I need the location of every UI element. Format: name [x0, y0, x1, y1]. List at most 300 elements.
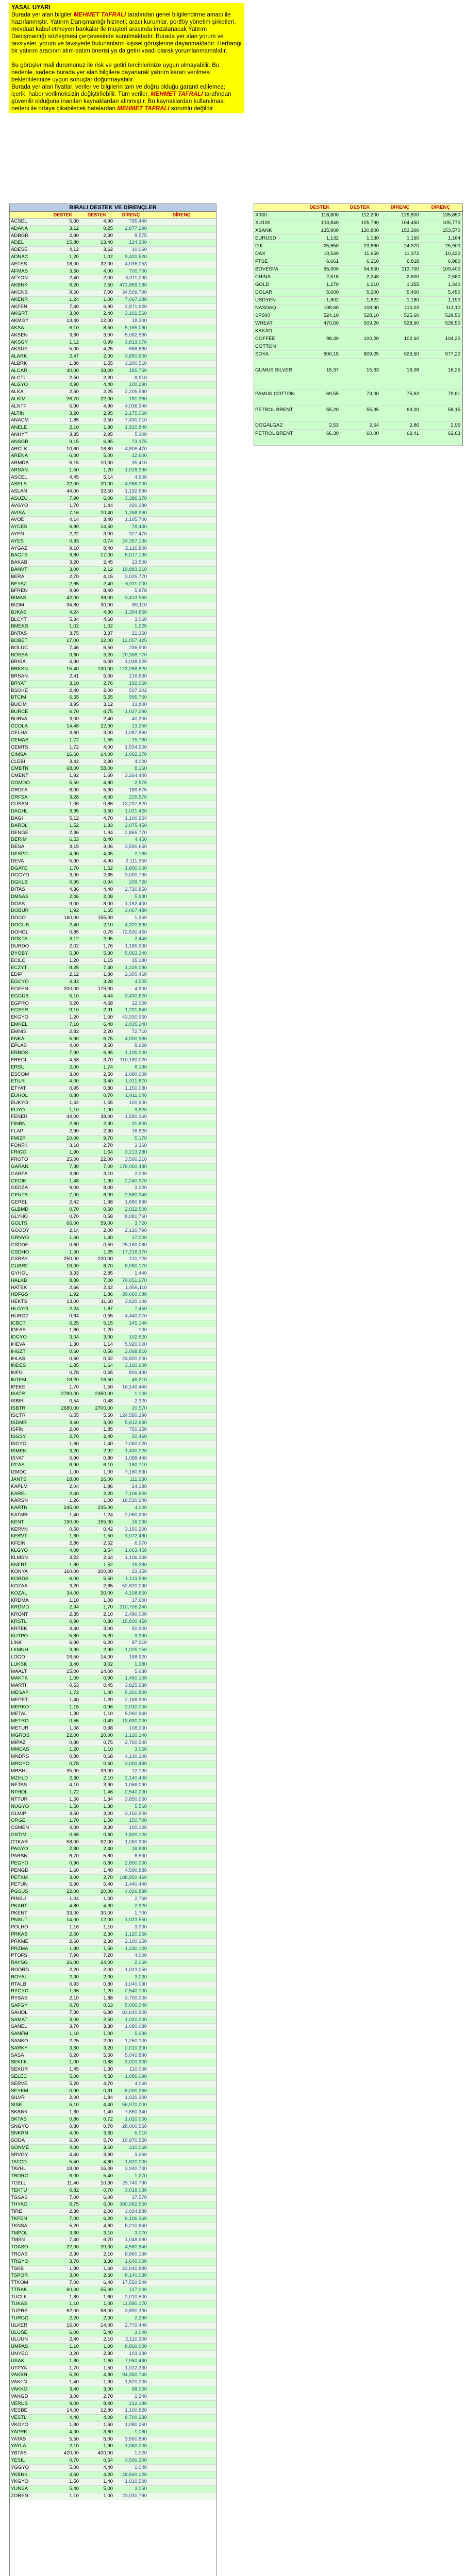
resistance-1: 110,720 — [129, 1256, 147, 1262]
support-1: 0,55 — [69, 1718, 79, 1724]
table-row — [10, 681, 216, 688]
stock-symbol: DERIM — [11, 837, 27, 843]
resistance-1: 688,660 — [129, 346, 147, 352]
resistance-1: 17,600 — [131, 1597, 147, 1603]
resistance-1: 1,640,000 — [125, 2258, 147, 2264]
stock-symbol: TSKB — [11, 2265, 24, 2272]
table-row — [10, 1171, 216, 1178]
support-1: 108,60 — [323, 305, 339, 311]
support-1: 9,15 — [69, 438, 79, 445]
support-2: 55,35 — [366, 407, 379, 413]
table-row — [10, 1249, 216, 1257]
table-row — [10, 766, 216, 773]
resistance-1: 2,060 — [134, 1960, 147, 1966]
support-1: 60,00 — [66, 2286, 79, 2293]
table-row — [10, 268, 216, 276]
resistance-1: 5,560 — [134, 1803, 147, 1809]
support-2: 1,130 — [366, 235, 379, 241]
table-row — [10, 1583, 216, 1590]
support-2: 8,50 — [103, 325, 113, 331]
stock-symbol: ACSEL — [11, 218, 27, 224]
support-2: 4,20 — [103, 2471, 113, 2478]
resistance-1: 4,900 — [134, 986, 147, 992]
table-row — [10, 1604, 216, 1612]
resistance-1: 2,035,240 — [125, 1022, 147, 1028]
table-row — [10, 1839, 216, 1846]
side-table-row — [254, 250, 462, 258]
resistance-1: 4,036,053 — [125, 261, 147, 267]
support-1: 2,66 — [69, 1284, 79, 1291]
table-row — [10, 1768, 216, 1775]
support-2: 2,92 — [103, 1448, 113, 1454]
table-row — [10, 325, 216, 332]
support-1: 5,20 — [69, 1000, 79, 1006]
resistance-1: 13,250 — [131, 723, 147, 729]
stock-symbol: PRKAB — [11, 1931, 28, 1938]
resistance-1: 5,878 — [134, 588, 147, 594]
support-1: 5,50 — [69, 2436, 79, 2442]
support-1: 2,70 — [69, 1434, 79, 1440]
support-2: 1,14 — [103, 1341, 113, 1347]
stock-symbol: VAKBN — [11, 2372, 27, 2378]
resistance-1: 100,290 — [129, 382, 147, 388]
table-row — [10, 1733, 216, 1740]
instrument-name: XBANK — [255, 228, 272, 233]
stock-symbol: YUNSA — [11, 2486, 28, 2492]
stock-symbol: IHEVA — [11, 1341, 26, 1347]
disclaimer-p3-end: sorumlu değildir. — [171, 106, 214, 112]
stock-symbol: EGPRO — [11, 1000, 29, 1006]
table-row — [10, 1462, 216, 1469]
support-2: 4,80 — [103, 779, 113, 786]
support-1: 2,10 — [69, 425, 79, 431]
table-row — [10, 1789, 216, 1797]
stock-symbol: KLMSN — [11, 1554, 28, 1561]
resistance-1: 1,620,000 — [125, 2159, 147, 2165]
support-1: 0,50 — [69, 1526, 79, 1532]
support-1: 3,12 — [69, 936, 79, 942]
support-1: 3,60 — [69, 2045, 79, 2051]
support-2: 5,20 — [103, 1633, 113, 1639]
support-1: 4,00 — [69, 2130, 79, 2137]
resistance-1: 113,700 — [402, 266, 419, 272]
resistance-1: 43,330,960 — [122, 1014, 147, 1021]
support-1: 14,00 — [66, 2408, 79, 2414]
table-row — [10, 1207, 216, 1214]
resistance-2: 1,164 — [447, 235, 460, 241]
table-row — [10, 304, 216, 311]
support-2: 30,00 — [100, 1590, 113, 1596]
resistance-1: 33,800 — [131, 702, 147, 708]
support-1: 2,518 — [326, 274, 339, 280]
table-row — [10, 1853, 216, 1860]
stock-symbol: EUHOL — [11, 1093, 28, 1099]
support-2: 1,55 — [103, 1099, 113, 1106]
resistance-1: 9,420,520 — [125, 253, 147, 260]
support-1: 1,92 — [69, 908, 79, 914]
table-row — [10, 1889, 216, 1896]
support-2: 6,20 — [103, 1640, 113, 1646]
support-2 — [340, 343, 380, 350]
stock-symbol: DEVA — [11, 858, 24, 864]
table-row — [10, 446, 216, 453]
resistance-1: 3,590,650 — [125, 844, 147, 850]
support-2: 3,02 — [103, 1661, 113, 1667]
support-2: 1,00 — [103, 2493, 113, 2499]
table-row — [10, 737, 216, 744]
support-2: 0,70 — [103, 1093, 113, 1099]
support-1: 1,40 — [69, 2379, 79, 2385]
support-1: 0,82 — [69, 2187, 79, 2193]
support-1: 3,95 — [69, 702, 79, 708]
support-2: 3,54 — [103, 1548, 113, 1554]
support-2: 1,00 — [103, 1597, 113, 1603]
support-2: 3,60 — [103, 808, 113, 815]
stock-symbol: ROYAL — [11, 1974, 27, 1980]
table-row — [10, 2130, 216, 2138]
resistance-1: 3,220 — [134, 1185, 147, 1191]
table-row — [10, 2458, 216, 2465]
stock-symbol: THYAO — [11, 2201, 28, 2208]
disclaimer-paragraph-3 — [11, 83, 242, 112]
support-2: 1,10 — [103, 1747, 113, 1753]
stock-symbol: ORGE — [11, 1818, 26, 1824]
stock-symbol: MRGYO — [11, 1760, 30, 1767]
stock-symbol: GUBRF — [11, 1263, 28, 1269]
resistance-1: 23,350 — [131, 1569, 147, 1575]
resistance-1: 4,806,470 — [125, 446, 147, 452]
table-row — [10, 1662, 216, 1669]
stock-symbol: CEMTS — [11, 744, 28, 750]
stock-symbol: BAGFS — [11, 552, 28, 558]
support-1: 2,70 — [69, 573, 79, 580]
support-1: 1,20 — [69, 1747, 79, 1753]
stock-symbol: ECZYT — [11, 964, 27, 971]
support-1: 7,30 — [69, 1163, 79, 1170]
table-row — [10, 2422, 216, 2429]
support-2: 1,02 — [103, 623, 113, 630]
resistance-1: 3,160,600 — [125, 1363, 147, 1369]
side-table-body — [254, 212, 462, 446]
resistance-1: 2,540,100 — [125, 1988, 147, 1994]
support-1: 7,46 — [69, 645, 79, 651]
table-row — [10, 531, 216, 538]
resistance-1: 98,000 — [131, 2386, 147, 2393]
table-row — [10, 1846, 216, 1853]
support-1: 9,00 — [69, 901, 79, 907]
table-row — [10, 2415, 216, 2422]
stock-symbol: KAPLM — [11, 1483, 28, 1489]
support-1: 1,80 — [69, 2422, 79, 2428]
stock-symbol: BOSSA — [11, 652, 28, 658]
support-1: 25,00 — [66, 1157, 79, 1163]
stock-symbol: DOGUB — [11, 922, 29, 928]
table-row — [10, 1136, 216, 1143]
resistance-1: 1,230,120 — [125, 1945, 147, 1952]
instrument-name: PETROL BRENT — [255, 407, 293, 413]
stock-symbol: TAVHL — [11, 2166, 26, 2172]
resistance-1: 48,660,120 — [122, 2471, 147, 2478]
support-1: 3,95 — [69, 808, 79, 815]
table-row — [10, 801, 216, 808]
support-2: 14,50 — [100, 524, 113, 530]
support-2: 4,00 — [103, 268, 113, 274]
table-row — [10, 1043, 216, 1050]
table-row — [10, 1512, 216, 1519]
resistance-1: 3,150,500 — [125, 1810, 147, 1817]
resistance-1: 89,110 — [132, 602, 147, 608]
stock-symbol: KRDMD — [11, 1604, 29, 1611]
resistance-1: 5,060,940 — [125, 1711, 147, 1717]
stock-symbol: HDFGS — [11, 1292, 28, 1298]
support-1: 3,40 — [69, 1661, 79, 1667]
table-row — [10, 1377, 216, 1384]
support-1: 5,10 — [69, 993, 79, 999]
resistance-1: 10,970,550 — [122, 2138, 147, 2144]
stock-symbol: SASA — [11, 2052, 24, 2058]
table-row — [10, 823, 216, 830]
resistance-1: 1,534,950 — [125, 744, 147, 750]
support-2: 0,81 — [103, 2088, 113, 2094]
resistance-1: 5,920,000 — [125, 1341, 147, 1347]
support-1: 1,50 — [69, 1803, 79, 1809]
support-1: 1,20 — [69, 957, 79, 963]
stock-symbol: KARTN — [11, 1505, 28, 1511]
stock-symbol: TUKAS — [11, 2301, 27, 2307]
support-2: 4,70 — [103, 2080, 113, 2087]
stock-symbol: AKFEN — [11, 303, 27, 310]
table-row — [10, 1228, 216, 1235]
support-2: 3,12 — [103, 702, 113, 708]
table-row — [10, 567, 216, 574]
support-1: 7,40 — [69, 2237, 79, 2243]
resistance-1: 34,509,790 — [122, 289, 147, 295]
resistance-1: 2,075,450 — [125, 822, 147, 828]
stock-symbol: KONYA — [11, 1569, 28, 1575]
resistance-1: 1,010,500 — [125, 2479, 147, 2485]
resistance-1: 795,440 — [129, 218, 147, 224]
resistance-2: 5,450 — [447, 290, 460, 295]
support-2: 1,20 — [103, 467, 113, 473]
stock-symbol: SAFGY — [11, 2003, 28, 2009]
table-row — [10, 609, 216, 617]
resistance-1: 212,180 — [129, 2400, 147, 2406]
resistance-1: 104,450 — [401, 220, 419, 226]
stock-symbol: ISATR — [11, 1391, 25, 1397]
support-1: 1,72 — [69, 1789, 79, 1795]
support-2: 2,00 — [103, 2038, 113, 2044]
support-1: 0,90 — [69, 1860, 79, 1867]
stock-symbol: SANKO — [11, 2038, 28, 2044]
stock-symbol: BURCE — [11, 708, 28, 715]
resistance-1: 3,101,560 — [125, 311, 147, 317]
support-1: 118,800 — [321, 212, 339, 218]
stock-symbol: BRYAT — [11, 680, 27, 686]
table-row — [10, 979, 216, 986]
stock-symbol: IPEKE — [11, 1384, 26, 1390]
support-1: 5,80 — [69, 1633, 79, 1639]
stock-symbol: SNKRN — [11, 2130, 28, 2137]
support-2: 2,20 — [103, 1028, 113, 1035]
support-2: 6,40 — [103, 2280, 113, 2286]
support-2: 20,00 — [100, 1889, 113, 1895]
table-row — [10, 1825, 216, 1832]
header-resistance-2: DİRENÇ — [172, 212, 191, 217]
table-row — [10, 432, 216, 439]
table-row — [10, 1349, 216, 1356]
table-row — [10, 2280, 216, 2287]
table-row — [10, 1022, 216, 1029]
table-row — [10, 866, 216, 873]
table-row — [10, 2024, 216, 2031]
instrument-name: NASDAQ — [255, 305, 276, 311]
resistance-1: 1,700 — [134, 1910, 147, 1916]
support-2: 0,76 — [103, 929, 113, 935]
stock-symbol: USAK — [11, 2358, 25, 2364]
support-2: 220,00 — [97, 1256, 113, 1262]
support-1: 0,70 — [69, 2003, 79, 2009]
table-row — [10, 275, 216, 282]
support-2: 0,86 — [103, 801, 113, 807]
table-row — [10, 1050, 216, 1057]
support-1: 1,02 — [69, 623, 79, 630]
resistance-1: 2,600 — [406, 274, 419, 280]
support-2: 60,00 — [366, 431, 379, 436]
stock-symbol: ALBRK — [11, 360, 27, 366]
table-row — [10, 1427, 216, 1434]
support-2: 1,24 — [103, 1512, 113, 1518]
stock-symbol: ASCEL — [11, 474, 27, 480]
resistance-2 — [420, 382, 461, 389]
support-1: 5,30 — [69, 218, 79, 224]
support-1: 5,20 — [69, 2080, 79, 2087]
table-row — [10, 297, 216, 304]
resistance-1: 180,710 — [129, 1462, 147, 1468]
support-2: 5,50 — [103, 1576, 113, 1582]
resistance-1: 1,430,020 — [125, 1448, 147, 1454]
table-row — [10, 439, 216, 446]
support-1: 22,00 — [66, 2244, 79, 2250]
resistance-2: 2,95 — [451, 422, 460, 428]
support-2: 0,56 — [103, 1348, 113, 1354]
table-row — [10, 1072, 216, 1079]
stock-symbol: DITAS — [11, 886, 25, 892]
table-row — [10, 1633, 216, 1640]
table-row — [10, 723, 216, 731]
support-2: 3,00 — [103, 730, 113, 736]
support-2: 2,10 — [103, 1775, 113, 1781]
support-1: 1,26 — [69, 1498, 79, 1504]
support-1: 7,16 — [69, 510, 79, 516]
support-1: 4,00 — [69, 2144, 79, 2150]
stock-symbol: AKGRT — [11, 311, 28, 317]
stock-symbol: ISGSY — [11, 1434, 26, 1440]
side-table-row — [254, 304, 462, 312]
stock-symbol: AVISA — [11, 510, 25, 516]
resistance-2: 79,61 — [447, 391, 460, 397]
resistance-1: 29,740,790 — [122, 2180, 147, 2186]
support-2: 5,40 — [103, 2329, 113, 2335]
resistance-1: 3,700,000 — [125, 1995, 147, 2002]
disclaimer-title: YASAL UYARI — [11, 5, 51, 11]
support-1: 7,90 — [69, 496, 79, 502]
resistance-1: 3,413,960 — [125, 595, 147, 601]
table-row — [10, 1868, 216, 1875]
stock-symbol: TKNSA — [11, 2223, 27, 2229]
table-row — [10, 1860, 216, 1868]
stock-symbol: FRIGO — [11, 1149, 27, 1156]
stock-symbol: EUKYO — [11, 1099, 28, 1106]
table-row — [10, 503, 216, 510]
instrument-name: DAX — [255, 251, 265, 257]
resistance-1: 8,160 — [134, 766, 147, 772]
table-row — [10, 2010, 216, 2017]
support-1: 2,80 — [69, 1846, 79, 1852]
stock-symbol: KRTEK — [11, 1625, 27, 1632]
resistance-1: 3,070 — [134, 2230, 147, 2236]
support-1: 1,80 — [69, 1562, 79, 1568]
support-2: 108,90 — [363, 305, 379, 311]
support-1: 14,48 — [66, 723, 79, 729]
support-1: 1,72 — [69, 737, 79, 743]
table-row — [10, 1988, 216, 1995]
stock-symbol: NTHOL — [11, 1789, 28, 1795]
support-1: 6,25 — [69, 1320, 79, 1326]
resistance-1: 327,470 — [129, 531, 147, 537]
side-table-row — [254, 406, 462, 422]
support-1: 1,50 — [69, 2479, 79, 2485]
support-2 — [340, 382, 380, 389]
stock-symbol: DESPC — [11, 851, 28, 857]
stock-symbol: AYGAZ — [11, 545, 27, 551]
table-row — [10, 1149, 216, 1157]
support-1: 3,15 — [69, 844, 79, 850]
support-1: 95,300 — [323, 266, 339, 272]
resistance-1 — [380, 359, 420, 366]
support-1: 2,40 — [69, 1490, 79, 1497]
support-1: 4,40 — [69, 2415, 79, 2421]
stock-symbol: ARENA — [11, 453, 28, 459]
stock-symbol: EGSER — [11, 1007, 28, 1013]
resistance-1: 3,430,620 — [125, 993, 147, 999]
support-2: 200,00 — [97, 1569, 113, 1575]
table-row — [10, 411, 216, 418]
stock-symbol: DESA — [11, 844, 25, 850]
side-table-row — [254, 430, 462, 446]
support-1: 2780,00 — [61, 1391, 79, 1397]
support-1: 2,41 — [69, 673, 79, 679]
resistance-1: 2,111,350 — [125, 858, 147, 864]
resistance-1: 16,140,440 — [122, 1384, 147, 1390]
resistance-1: 17,218,370 — [122, 1249, 147, 1255]
stock-symbol: ISGYO — [11, 1441, 27, 1447]
stock-symbol: SILVR — [11, 2095, 25, 2101]
resistance-1: 12,130 — [131, 1768, 147, 1774]
resistance-1: 94,350,740 — [122, 2372, 147, 2378]
support-1: 1,70 — [69, 2365, 79, 2371]
stock-symbol: KRONT — [11, 1612, 28, 1618]
resistance-1: 3,386,370 — [125, 496, 147, 502]
support-1: 135,900 — [321, 228, 339, 233]
table-row — [10, 1363, 216, 1370]
resistance-1: 1,040 — [134, 2464, 147, 2470]
resistance-1: 3,720 — [134, 1221, 147, 1227]
resistance-1: 923,50 — [404, 351, 419, 357]
support-1: 250,00 — [63, 1256, 79, 1262]
support-1: 1,60 — [69, 2109, 79, 2115]
support-1: 58,00 — [66, 1839, 79, 1845]
stock-symbol: HATEK — [11, 1284, 27, 1291]
